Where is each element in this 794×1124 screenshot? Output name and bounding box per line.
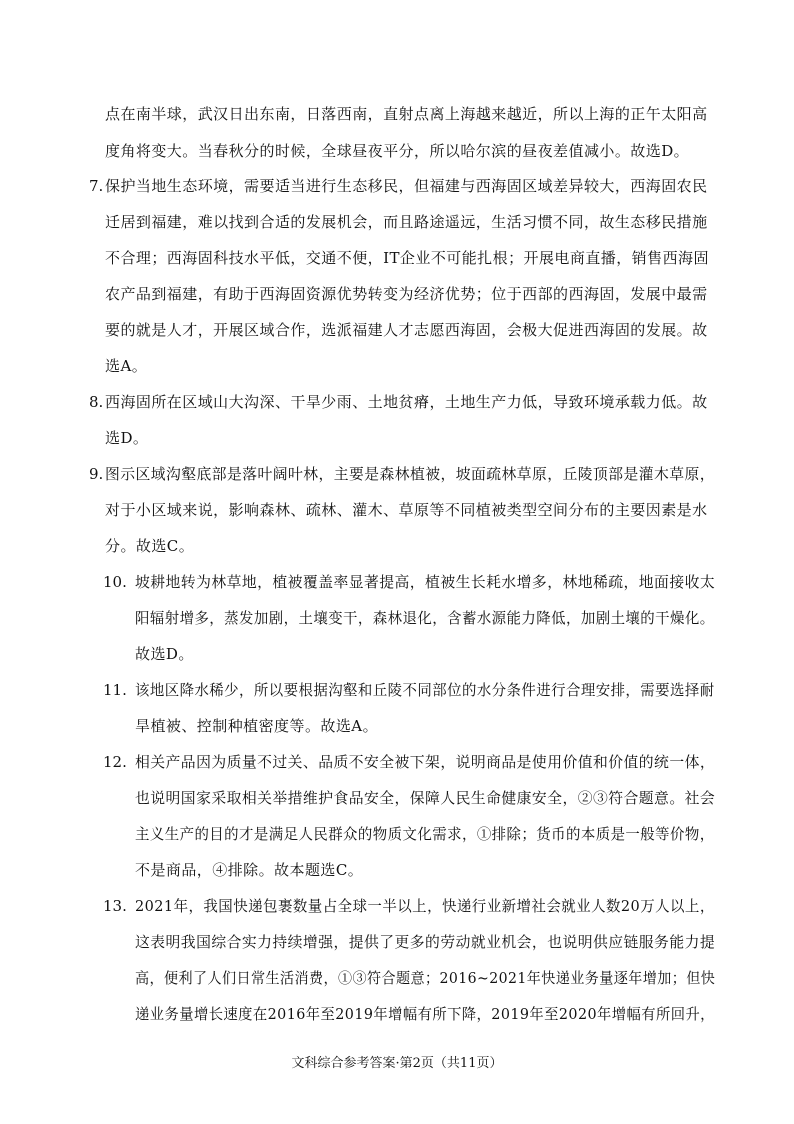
text-line: 也说明国家采取相关举措维护食品安全，保障人民生命健康安全，②③符合题意。社会 [135, 789, 716, 807]
text-line: 不是商品，④排除。故本题选C。 [135, 861, 364, 879]
answer-number: 7. [89, 177, 104, 195]
text-line: 要的就是人才，开展区域合作，选派福建人才志愿西海固，会极大促进西海固的发展。故 [105, 321, 708, 339]
answer-number: 13. [103, 897, 127, 915]
text-line: 选A。 [105, 357, 148, 375]
text-line: 保护当地生态环境，需要适当进行生态移民，但福建与西海固区域差异较大，西海固农民 [105, 177, 708, 195]
text-line: 故选D。 [135, 645, 194, 663]
answer-number: 9. [89, 465, 104, 483]
answer-number: 12. [103, 753, 127, 771]
text-line: 选D。 [105, 429, 149, 447]
text-line: 西海固所在区域山大沟深、干旱少雨、土地贫瘠，土地生产力低，导致环境承载力低。故 [105, 393, 708, 411]
text-line: 阳辐射增多，蒸发加剧，土壤变干，森林退化，含蓄水源能力降低，加剧土壤的干燥化。 [135, 609, 715, 627]
text-line: 迁居到福建，难以找到合适的发展机会，而且路途遥远，生活习惯不同，故生态移民措施 [105, 213, 708, 231]
text-line: 该地区降水稀少，所以要根据沟壑和丘陵不同部位的水分条件进行合理安排，需要选择耐 [135, 681, 715, 699]
text-line: 对于小区域来说，影响森林、疏林、灌木、草原等不同植被类型空间分布的主要因素是水 [105, 501, 708, 519]
text-line: 分。故选C。 [105, 537, 195, 555]
text-line: 农产品到福建，有助于西海固资源优势转变为经济优势；位于西部的西海固，发展中最需 [105, 285, 708, 303]
text-line: 这表明我国综合实力持续增强，提供了更多的劳动就业机会，也说明供应链服务能力提 [135, 933, 716, 951]
text-line: 坡耕地转为林草地，植被覆盖率显著提高，植被生长耗水增多，林地稀疏，地面接收太 [135, 573, 716, 591]
text-line: 旱植被、控制种植密度等。故选A。 [135, 717, 379, 735]
text-line: 高，便利了人们日常生活消费，①③符合题意；2016~2021年快递业务量逐年增加；但快 [135, 969, 716, 987]
text-line: 主义生产的目的才是满足人民群众的物质文化需求，①排除；货币的本质是一般等价物， [135, 825, 715, 843]
text-line: 不合理；西海固科技水平低，交通不便，IT企业不可能扎根；开展电商直播，销售西海固 [105, 249, 709, 267]
answer-number: 8. [89, 393, 104, 411]
text-line: 相关产品因为质量不过关、品质不安全被下架，说明商品是使用价值和价值的统一体， [135, 753, 716, 771]
text-line: 递业务量增长速度在2016年至2019年增幅有所下降，2019年至2020年增幅有所回升， [135, 1005, 715, 1023]
text-line: 2021年，我国快递包裹数量占全球一半以上，快递行业新增社会就业人数20万人以上， [135, 897, 715, 915]
answer-number: 11. [103, 681, 127, 699]
page-footer: 文科综合参考答案·第2页（共11页） [291, 1056, 503, 1071]
text-line: 图示区域沟壑底部是落叶阔叶林，主要是森林植被，坡面疏林草原，丘陵顶部是灌木草原， [105, 465, 716, 483]
text-line: 度角将变大。当春秋分的时候，全球昼夜平分，所以哈尔滨的昼夜差值减小。故选D。 [105, 142, 690, 160]
answer-number: 10. [103, 573, 127, 591]
text-line: 点在南半球，武汉日出东南，日落西南，直射点离上海越来越近，所以上海的正午太阳高 [105, 105, 708, 123]
